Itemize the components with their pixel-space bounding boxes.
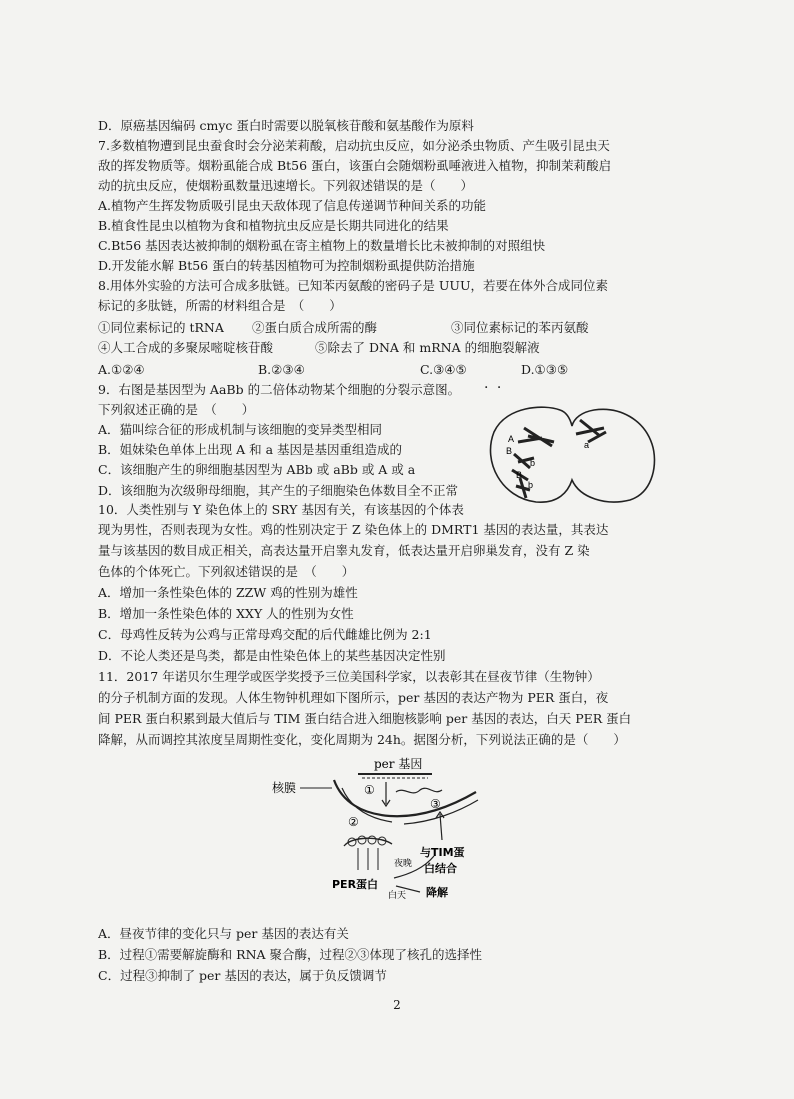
q11-stem-line: 11．2017 年诺贝尔生理学或医学奖授予三位美国科学家，以表彰其在昼夜节律（生物钟） bbox=[98, 669, 600, 684]
step-1-marker: ① bbox=[364, 783, 375, 797]
step-2-marker: ② bbox=[348, 815, 359, 829]
q6-option-d: D．原癌基因编码 cmyc 蛋白时需要以脱氧核苷酸和氨基酸作为原料 bbox=[98, 118, 474, 133]
q10-option-b: B．增加一条性染色体的 XXY 人的性别为女性 bbox=[98, 606, 354, 621]
q7-option-b: B.植食性昆虫以植物为食和植物抗虫反应是长期共同进化的结果 bbox=[98, 218, 449, 233]
q8-item: ⑤除去了 DNA 和 mRNA 的细胞裂解液 bbox=[315, 340, 540, 355]
degradation-label: 降解 bbox=[426, 886, 448, 899]
per-gene-label: per 基因 bbox=[374, 757, 423, 771]
gene-label: B bbox=[506, 446, 513, 456]
q8-choice-d: D.①③⑤ bbox=[521, 362, 569, 377]
q8-item: ①同位素标记的 tRNA bbox=[98, 320, 224, 335]
q10-option-d: D．不论人类还是鸟类，都是由性染色体上的某些基因决定性别 bbox=[98, 648, 446, 663]
q7-stem-line: 动的抗虫反应，使烟粉虱数量迅速增长。下列叙述错误的是（ ） bbox=[98, 178, 474, 193]
q8-choice-a: A.①②④ bbox=[98, 362, 145, 377]
q10-stem-line: 量与该基因的数目成正相关，高表达量开启睾丸发育，低表达量开启卵巢发育，没有 Z 染 bbox=[98, 543, 590, 558]
gene-label: A bbox=[508, 434, 515, 444]
step-3-marker: ③ bbox=[430, 797, 441, 811]
q8-item: ④人工合成的多聚尿嘧啶核苷酸 bbox=[98, 340, 274, 355]
scan-dots: · · bbox=[484, 380, 504, 396]
q9-option-c: C．该细胞产生的卵细胞基因型为 ABb 或 aBb 或 A 或 a bbox=[98, 462, 416, 477]
q7-stem-line: 敌的挥发物质等。烟粉虱能合成 Bt56 蛋白，该蛋白会随烟粉虱唾液进入植物，抑制茉莉酸启 bbox=[98, 158, 612, 173]
tim-binding-label: 白结合 bbox=[424, 862, 457, 875]
q8-items-row2 bbox=[98, 338, 698, 358]
gene-label: B bbox=[516, 470, 523, 480]
nuclear-membrane-outer bbox=[334, 780, 476, 816]
ribosome bbox=[358, 836, 366, 844]
q9-option-b: B．姐妹染色单体上出现 A 和 a 基因是基因重组造成的 bbox=[98, 442, 403, 457]
ribosome bbox=[368, 836, 376, 844]
day-label: 白天 bbox=[388, 891, 407, 900]
q10-stem-line: 10．人类性别与 Y 染色体上的 SRY 基因有关，有该基因的个体表 bbox=[98, 502, 464, 517]
q8-stem-line: 8.用体外实验的方法可合成多肽链。已知苯丙氨酸的密码子是 UUU，若要在体外合成同位素 bbox=[98, 278, 609, 293]
q9-option-d: D．该细胞为次级卵母细胞，其产生的子细胞染色体数目全不正常 bbox=[98, 483, 459, 498]
q8-choice-b: B.②③④ bbox=[258, 362, 305, 377]
q11-option-a: A．昼夜节律的变化只与 per 基因的表达有关 bbox=[98, 926, 349, 941]
q7-option-d: D.开发能水解 Bt56 蛋白的转基因植物可为控制烟粉虱提供防治措施 bbox=[98, 258, 475, 273]
q7-option-c: C.Bt56 基因表达被抑制的烟粉虱在寄主植物上的数量增长比未被抑制的对照组快 bbox=[98, 238, 546, 253]
night-label: 夜晚 bbox=[394, 859, 413, 869]
q10-stem-line: 现为男性，否则表现为女性。鸡的性别决定于 Z 染色体上的 DMRT1 基因的表达量，其表达 bbox=[98, 522, 609, 537]
per-protein-label: PER蛋白 bbox=[332, 878, 379, 891]
cell-division-figure bbox=[484, 402, 656, 506]
q10-option-c: C．母鸡性反转为公鸡与正常母鸡交配的后代雌雄比例为 2:1 bbox=[98, 627, 432, 642]
q9-option-a: A．猫叫综合征的形成机制与该细胞的变异类型相同 bbox=[98, 422, 383, 437]
peptide-chains bbox=[358, 848, 378, 870]
q8-item: ②蛋白质合成所需的酶 bbox=[252, 320, 378, 335]
gene-label: b bbox=[530, 458, 536, 468]
q11-stem-line: 的分子机制方面的发现。人体生物钟机理如下图所示，per 基因的表达产物为 PER 蛋白，夜 bbox=[98, 690, 609, 705]
mrna-strand bbox=[396, 788, 442, 793]
q8-item: ③同位素标记的苯丙氨酸 bbox=[451, 320, 589, 335]
chromosome bbox=[518, 428, 554, 446]
tim-binding-label: 与TIM蛋 bbox=[420, 846, 465, 859]
q10-stem-line: 色体的个体死亡。下列叙述错误的是 （ ） bbox=[98, 564, 355, 579]
q11-stem-line: 降解，从而调控其浓度呈周期性变化，变化周期为 24h。据图分析，下列说法正确的是（ ） bbox=[98, 732, 626, 747]
chromosome bbox=[576, 420, 606, 442]
q7-option-a: A.植物产生挥发物质吸引昆虫天敌体现了信息传递调节种间关系的功能 bbox=[98, 198, 487, 213]
q8-choices bbox=[98, 360, 698, 380]
q11-option-c: C．过程③抑制了 per 基因的表达，属于负反馈调节 bbox=[98, 968, 387, 983]
page-number: 2 bbox=[393, 998, 401, 1012]
q10-option-a: A．增加一条性染色体的 ZZW 鸡的性别为雄性 bbox=[98, 585, 358, 600]
nuclear-membrane-label: 核膜 bbox=[272, 781, 297, 795]
arrow bbox=[440, 814, 442, 840]
gene-label: a bbox=[584, 440, 590, 450]
q9-stem-line: 9．右图是基因型为 AaBb 的二倍体动物某个细胞的分裂示意图。 bbox=[98, 382, 461, 397]
q8-stem-line: 标记的多肽链，所需的材料组合是 （ ） bbox=[98, 298, 342, 313]
q7-stem-line: 7.多数植物遭到昆虫蚕食时会分泌茉莉酸，启动抗虫反应，如分泌杀虫物质、产生吸引昆虫天 bbox=[98, 138, 610, 153]
q11-option-b: B．过程①需要解旋酶和 RNA 聚合酶，过程②③体现了核孔的选择性 bbox=[98, 947, 483, 962]
q11-stem-line: 间 PER 蛋白积累到最大值后与 TIM 蛋白结合进入细胞核影响 per 基因的表达，白天 PER 蛋白 bbox=[98, 711, 632, 726]
gene-label: b bbox=[528, 480, 534, 490]
q9-stem-line: 下列叙述正确的是 （ ） bbox=[98, 402, 255, 417]
circadian-mechanism-figure bbox=[262, 752, 522, 900]
q8-choice-c: C.③④⑤ bbox=[420, 362, 467, 377]
q8-items-row1 bbox=[98, 318, 698, 338]
